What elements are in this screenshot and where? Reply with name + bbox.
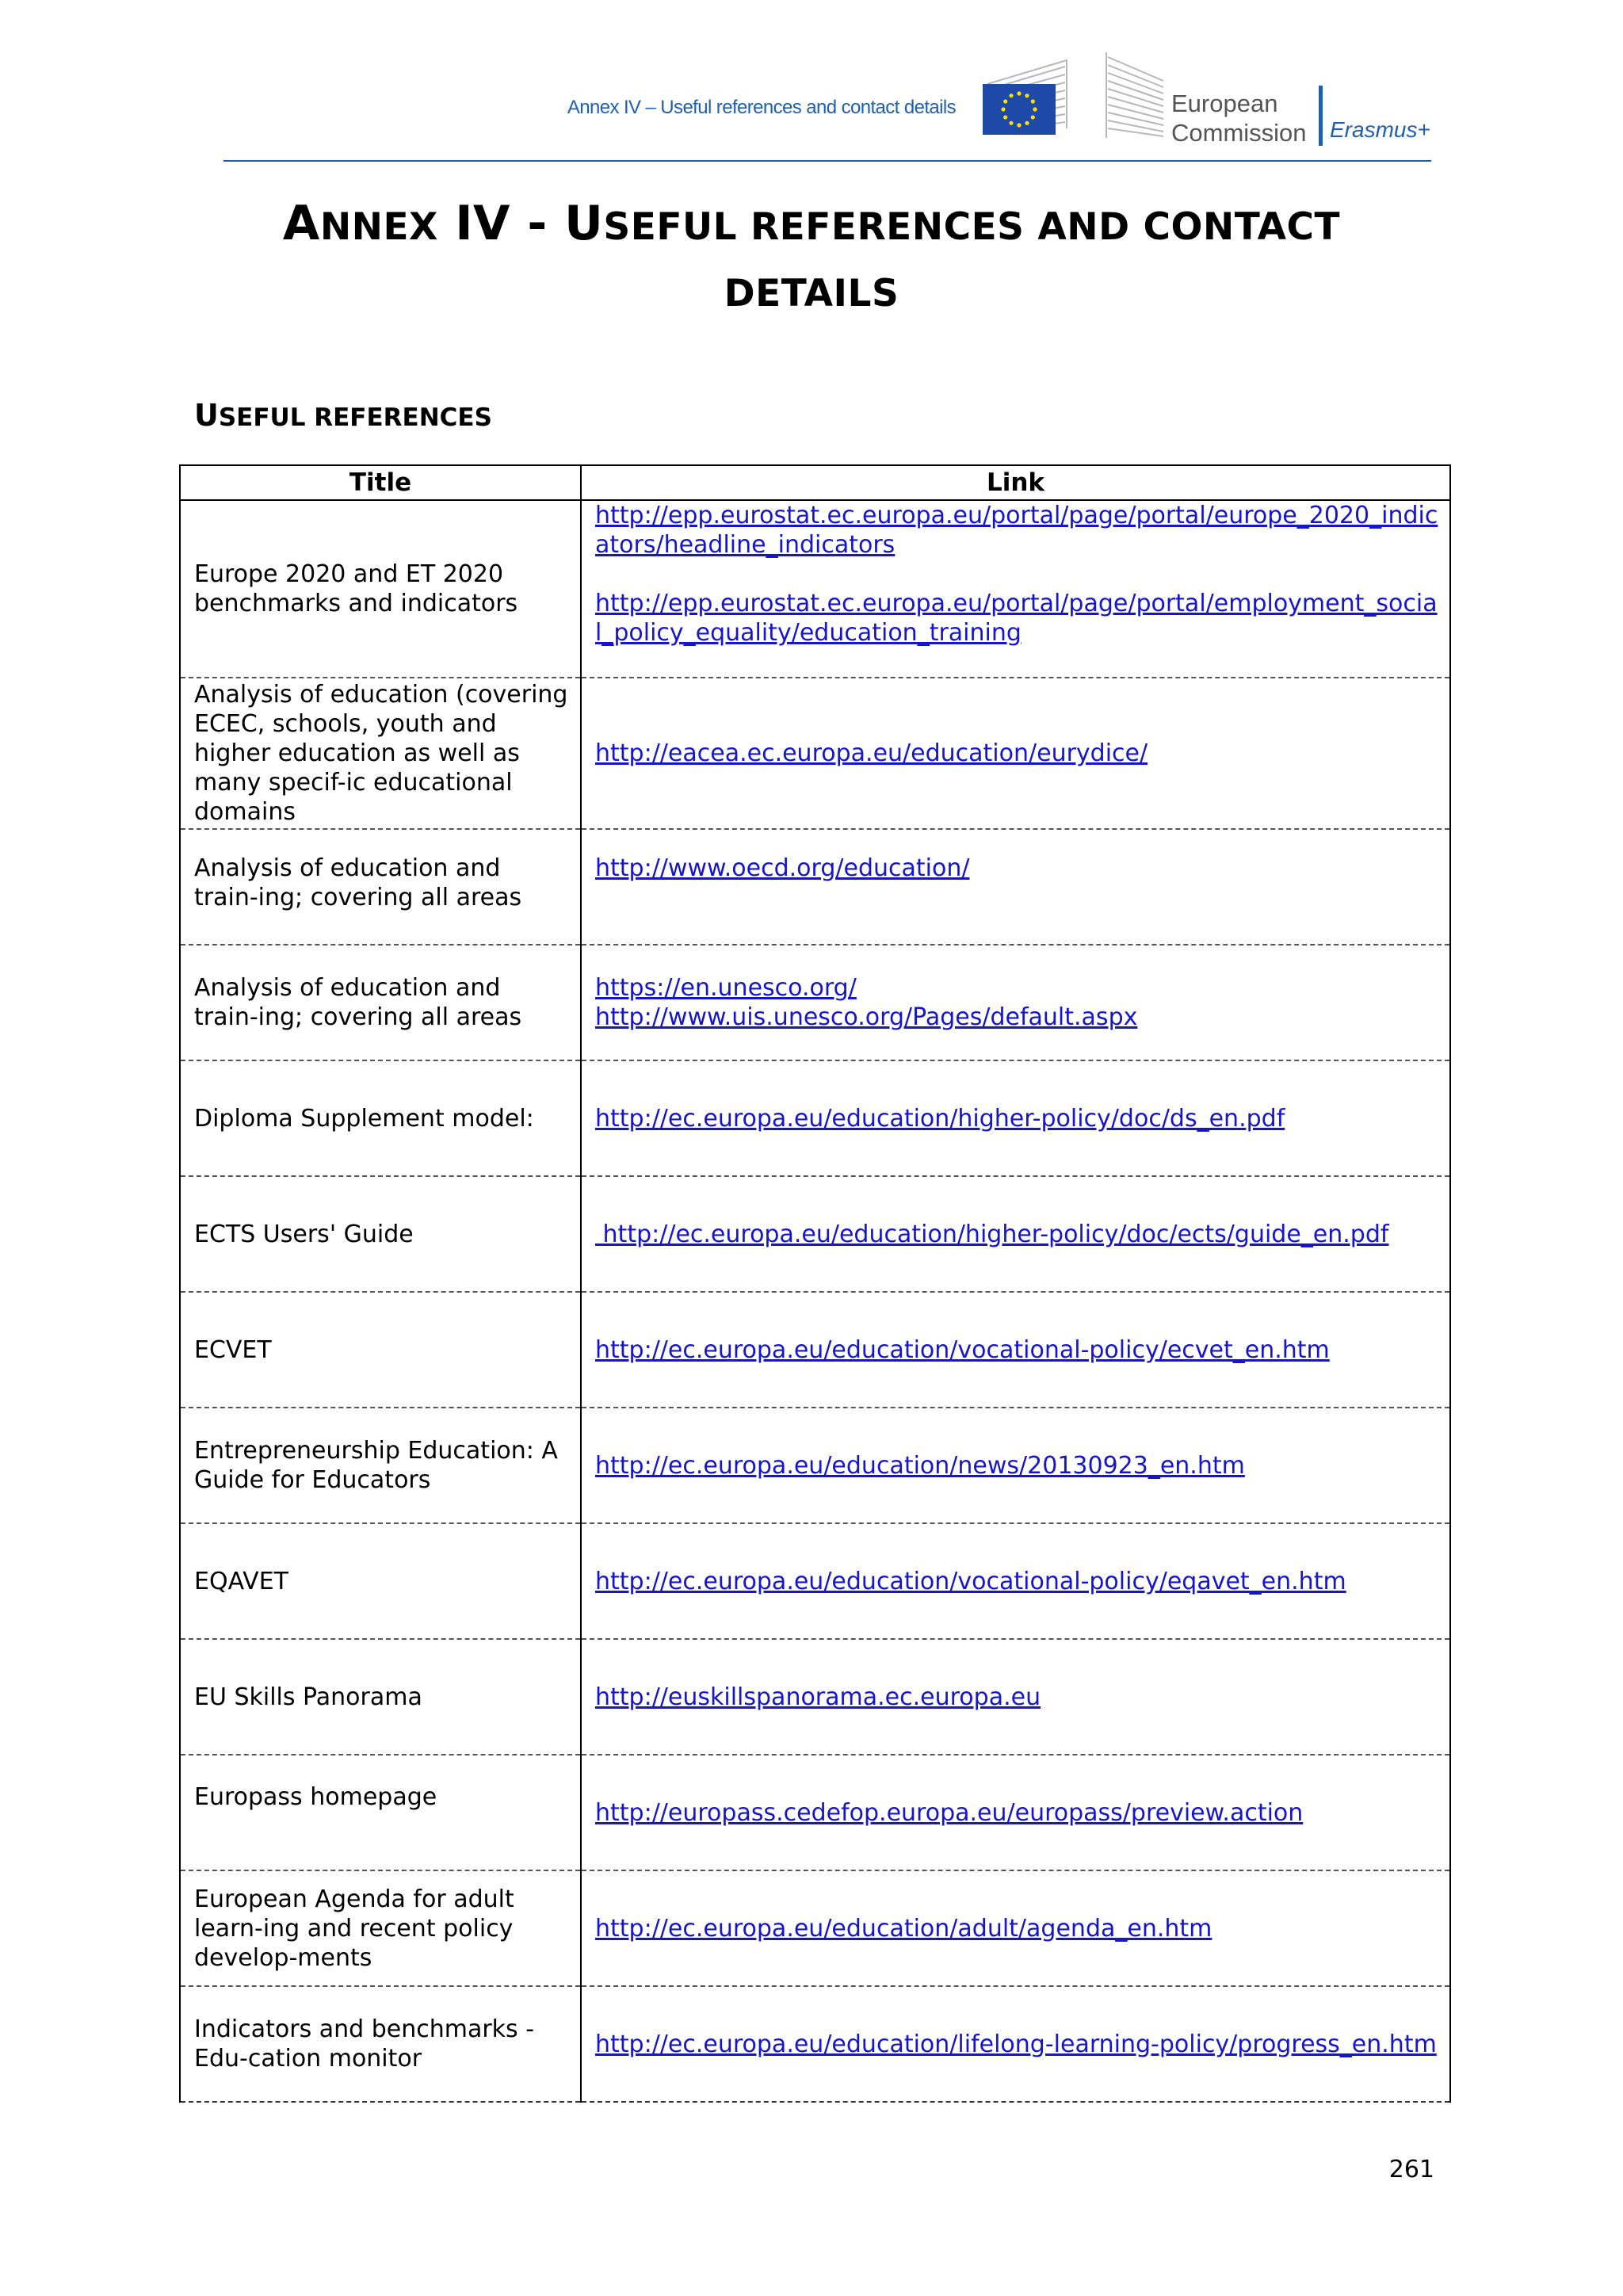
- row-link-cell: [581, 1176, 1450, 1292]
- row-link-cell: [581, 829, 1450, 945]
- reference-link[interactable]: http://ec.europa.eu/education/lifelong-learning-policy/progress_en.htm: [595, 2030, 1437, 2058]
- row-link-cell: [581, 1292, 1450, 1408]
- row-title: Analysis of education (covering ECEC, schools, youth and higher education as well as many specif-ic educational domains: [180, 678, 581, 829]
- row-link-cell: [581, 945, 1450, 1060]
- row-link-cell: [581, 1755, 1450, 1870]
- row-title: Analysis of education and train-ing; covering all areas: [180, 829, 581, 945]
- references-table: [179, 464, 1451, 2103]
- header-rule: [223, 160, 1431, 162]
- table-row: [180, 1292, 1450, 1408]
- eu-flag-icon: [983, 84, 1056, 135]
- organisation-name: [1171, 89, 1307, 147]
- title-small-caps-b: SEFUL REFERENCES AND CONTACT: [603, 205, 1341, 249]
- running-header: Annex IV – Useful references and contact details: [567, 97, 956, 118]
- table-row: [180, 1870, 1450, 1986]
- row-title: European Agenda for adult learn-ing and recent policy develop-ments: [180, 1870, 581, 1986]
- page-title-line-2: DETAILS: [724, 272, 899, 315]
- reference-link[interactable]: http://ec.europa.eu/education/higher-policy/doc/ects/guide_en.pdf: [595, 1220, 1389, 1248]
- row-link-cell: [581, 1639, 1450, 1755]
- row-link-cell: [581, 1870, 1450, 1986]
- reference-link[interactable]: http://www.uis.unesco.org/Pages/default.aspx: [595, 1003, 1138, 1031]
- page-title: [158, 190, 1465, 327]
- reference-link[interactable]: http://ec.europa.eu/education/higher-policy/doc/ds_en.pdf: [595, 1104, 1285, 1133]
- row-link-cell: [581, 1060, 1450, 1176]
- page-number: 261: [1388, 2156, 1434, 2183]
- row-title: Diploma Supplement model:: [180, 1060, 581, 1176]
- row-link-cell: [581, 678, 1450, 829]
- table-row: [180, 500, 1450, 678]
- column-header-link: Link: [581, 465, 1450, 500]
- row-title: ECTS Users' Guide: [180, 1176, 581, 1292]
- table-row: [180, 945, 1450, 1060]
- page-title-line-1: [158, 190, 1465, 261]
- reference-link[interactable]: http://euskillspanorama.ec.europa.eu: [595, 1683, 1041, 1711]
- row-title: Indicators and benchmarks - Edu-cation monitor: [180, 1986, 581, 2102]
- org-line-2: Commission: [1171, 119, 1307, 147]
- section-heading-cap: U: [194, 398, 219, 433]
- logo-divider: [1319, 86, 1323, 146]
- programme-name: Erasmus+: [1330, 117, 1430, 142]
- title-roman: IV -: [437, 196, 565, 251]
- reference-link[interactable]: http://europass.cedefop.europa.eu/europass/preview.action: [595, 1798, 1304, 1827]
- org-line-1: European: [1171, 90, 1278, 117]
- table-row: [180, 829, 1450, 945]
- section-heading-small-caps: SEFUL REFERENCES: [218, 403, 492, 432]
- row-title: ECVET: [180, 1292, 581, 1408]
- title-cap-u: U: [564, 196, 604, 251]
- european-commission-logo: [980, 49, 1439, 147]
- title-cap-a: A: [282, 196, 320, 251]
- row-title: Entrepreneurship Education: A Guide for Educators: [180, 1408, 581, 1523]
- reference-link[interactable]: http://www.oecd.org/education/: [595, 854, 970, 882]
- reference-link[interactable]: http://ec.europa.eu/education/news/20130923_en.htm: [595, 1451, 1245, 1480]
- column-header-title: Title: [180, 465, 581, 500]
- reference-link[interactable]: https://en.unesco.org/: [595, 974, 857, 1002]
- table-row: [180, 1755, 1450, 1870]
- table-row: [180, 1523, 1450, 1639]
- table-header-row: [180, 465, 1450, 500]
- row-title: Analysis of education and train-ing; covering all areas: [180, 945, 581, 1060]
- reference-link[interactable]: http://epp.eurostat.ec.europa.eu/portal/page/portal/europe_2020_indicators/headline_indicators: [595, 502, 1438, 559]
- row-link-cell: [581, 1408, 1450, 1523]
- table-row: [180, 1639, 1450, 1755]
- row-title: EU Skills Panorama: [180, 1639, 581, 1755]
- reference-link[interactable]: http://epp.eurostat.ec.europa.eu/portal/page/portal/employment_social_policy_equality/education_training: [595, 590, 1438, 647]
- reference-link[interactable]: http://ec.europa.eu/education/vocational-policy/eqavet_en.htm: [595, 1567, 1346, 1595]
- row-link-cell: [581, 500, 1450, 678]
- title-small-caps-a: NNEX: [319, 205, 438, 249]
- row-title: Europass homepage: [180, 1755, 581, 1870]
- section-heading: [194, 398, 492, 433]
- link-spacer: [595, 560, 1438, 589]
- table-row: [180, 1176, 1450, 1292]
- table-row: [180, 1408, 1450, 1523]
- row-title: EQAVET: [180, 1523, 581, 1639]
- row-link-cell: [581, 1523, 1450, 1639]
- reference-link[interactable]: http://ec.europa.eu/education/adult/agenda_en.htm: [595, 1914, 1212, 1943]
- row-link-cell: [581, 1986, 1450, 2102]
- table-row: [180, 678, 1450, 829]
- table-row: [180, 1060, 1450, 1176]
- row-title: Europe 2020 and ET 2020 benchmarks and indicators: [180, 500, 581, 678]
- table-row: [180, 1986, 1450, 2102]
- reference-link[interactable]: http://eacea.ec.europa.eu/education/eurydice/: [595, 739, 1148, 767]
- reference-link[interactable]: http://ec.europa.eu/education/vocational-policy/ecvet_en.htm: [595, 1335, 1330, 1364]
